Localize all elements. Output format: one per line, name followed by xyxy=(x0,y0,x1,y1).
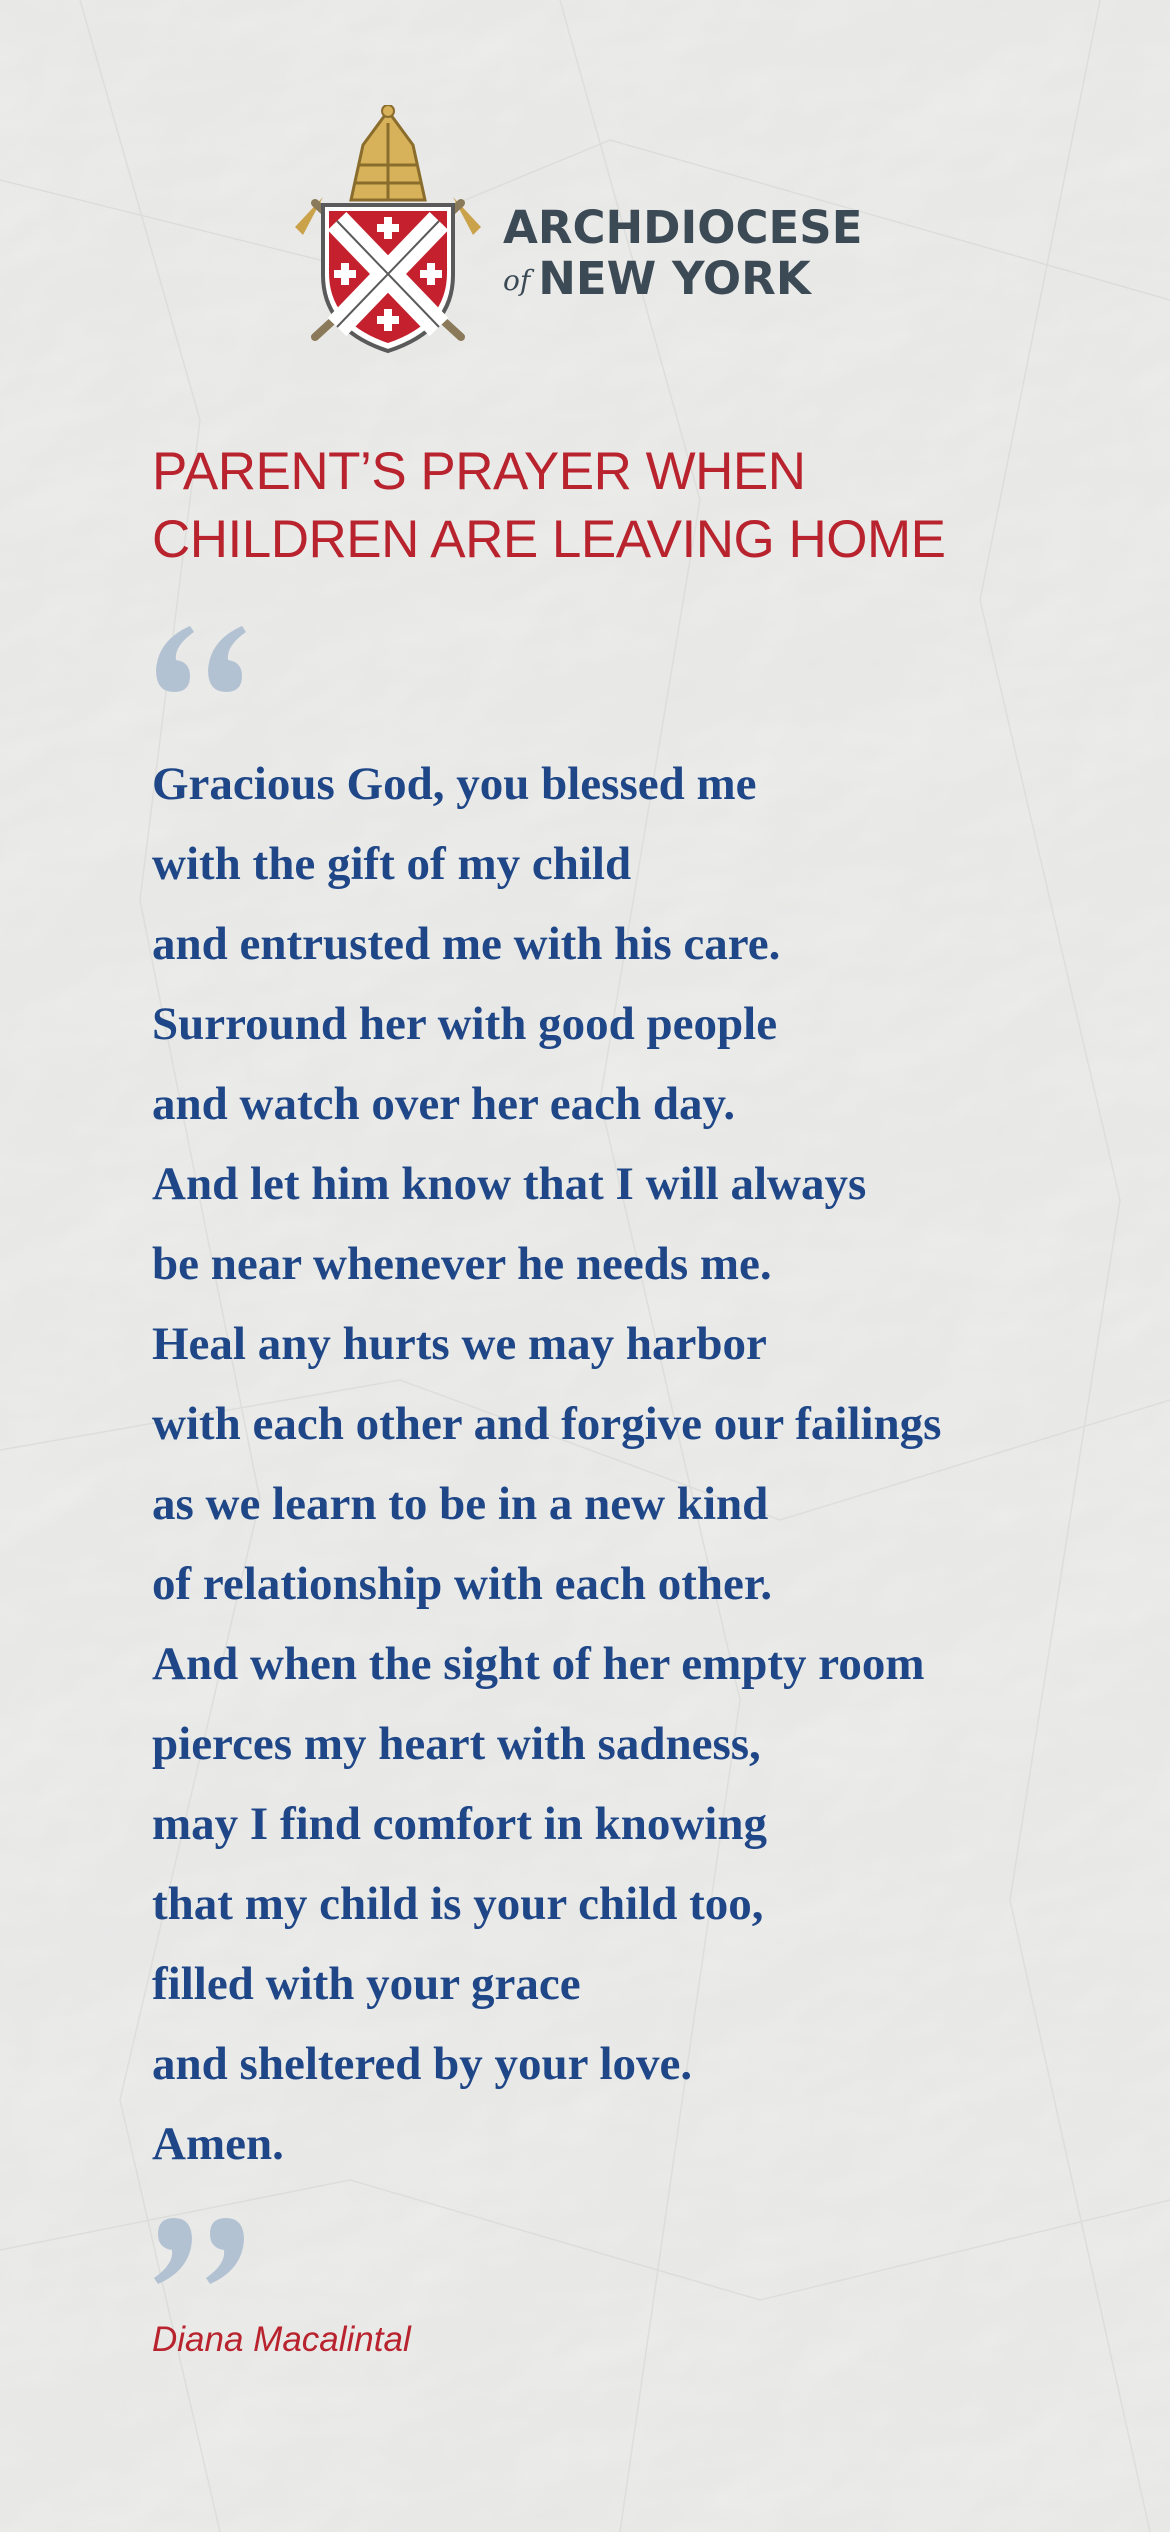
prayer-title-line2: CHILDREN ARE LEAVING HOME xyxy=(152,510,946,569)
organization-name-line2 xyxy=(503,252,862,305)
prayer-line: pierces my heart with sadness, xyxy=(152,1718,761,1770)
prayer-line: be near whenever he needs me. xyxy=(152,1238,772,1290)
prayer-line: filled with your grace xyxy=(152,1958,581,2010)
organization-name-city: NEW YORK xyxy=(538,252,811,305)
organization-name-line1: ARCHDIOCESE xyxy=(503,201,863,254)
open-quote-icon xyxy=(150,620,250,700)
prayer-line: that my child is your child too, xyxy=(152,1878,764,1930)
prayer-line: Surround her with good people xyxy=(152,998,778,1050)
prayer-line: may I find comfort in knowing xyxy=(152,1798,767,1850)
archdiocese-crest-icon xyxy=(293,105,483,355)
prayer-line: with each other and forgive our failings xyxy=(152,1398,942,1450)
prayer-title xyxy=(152,438,1102,574)
author-credit: Diana Macalintal xyxy=(152,2320,411,2359)
prayer-line: Gracious God, you blessed me xyxy=(152,758,757,810)
close-quote-icon xyxy=(150,2210,250,2290)
prayer-line: with the gift of my child xyxy=(152,838,632,890)
prayer-line: and sheltered by your love. xyxy=(152,2038,693,2090)
prayer-line: And when the sight of her empty room xyxy=(152,1638,925,1690)
organization-name-of: of xyxy=(503,264,531,297)
prayer-title-line1: PARENT’S PRAYER WHEN xyxy=(152,442,806,501)
prayer-text xyxy=(152,744,1152,2184)
prayer-line: And let him know that I will always xyxy=(152,1158,867,1210)
archdiocese-logo xyxy=(293,105,893,355)
organization-name xyxy=(503,201,863,305)
prayer-line: and entrusted me with his care. xyxy=(152,918,781,970)
prayer-line: and watch over her each day. xyxy=(152,1078,736,1130)
prayer-line: as we learn to be in a new kind xyxy=(152,1478,769,1530)
prayer-line: Heal any hurts we may harbor xyxy=(152,1318,767,1370)
prayer-line: Amen. xyxy=(152,2118,284,2170)
prayer-line: of relationship with each other. xyxy=(152,1558,773,1610)
